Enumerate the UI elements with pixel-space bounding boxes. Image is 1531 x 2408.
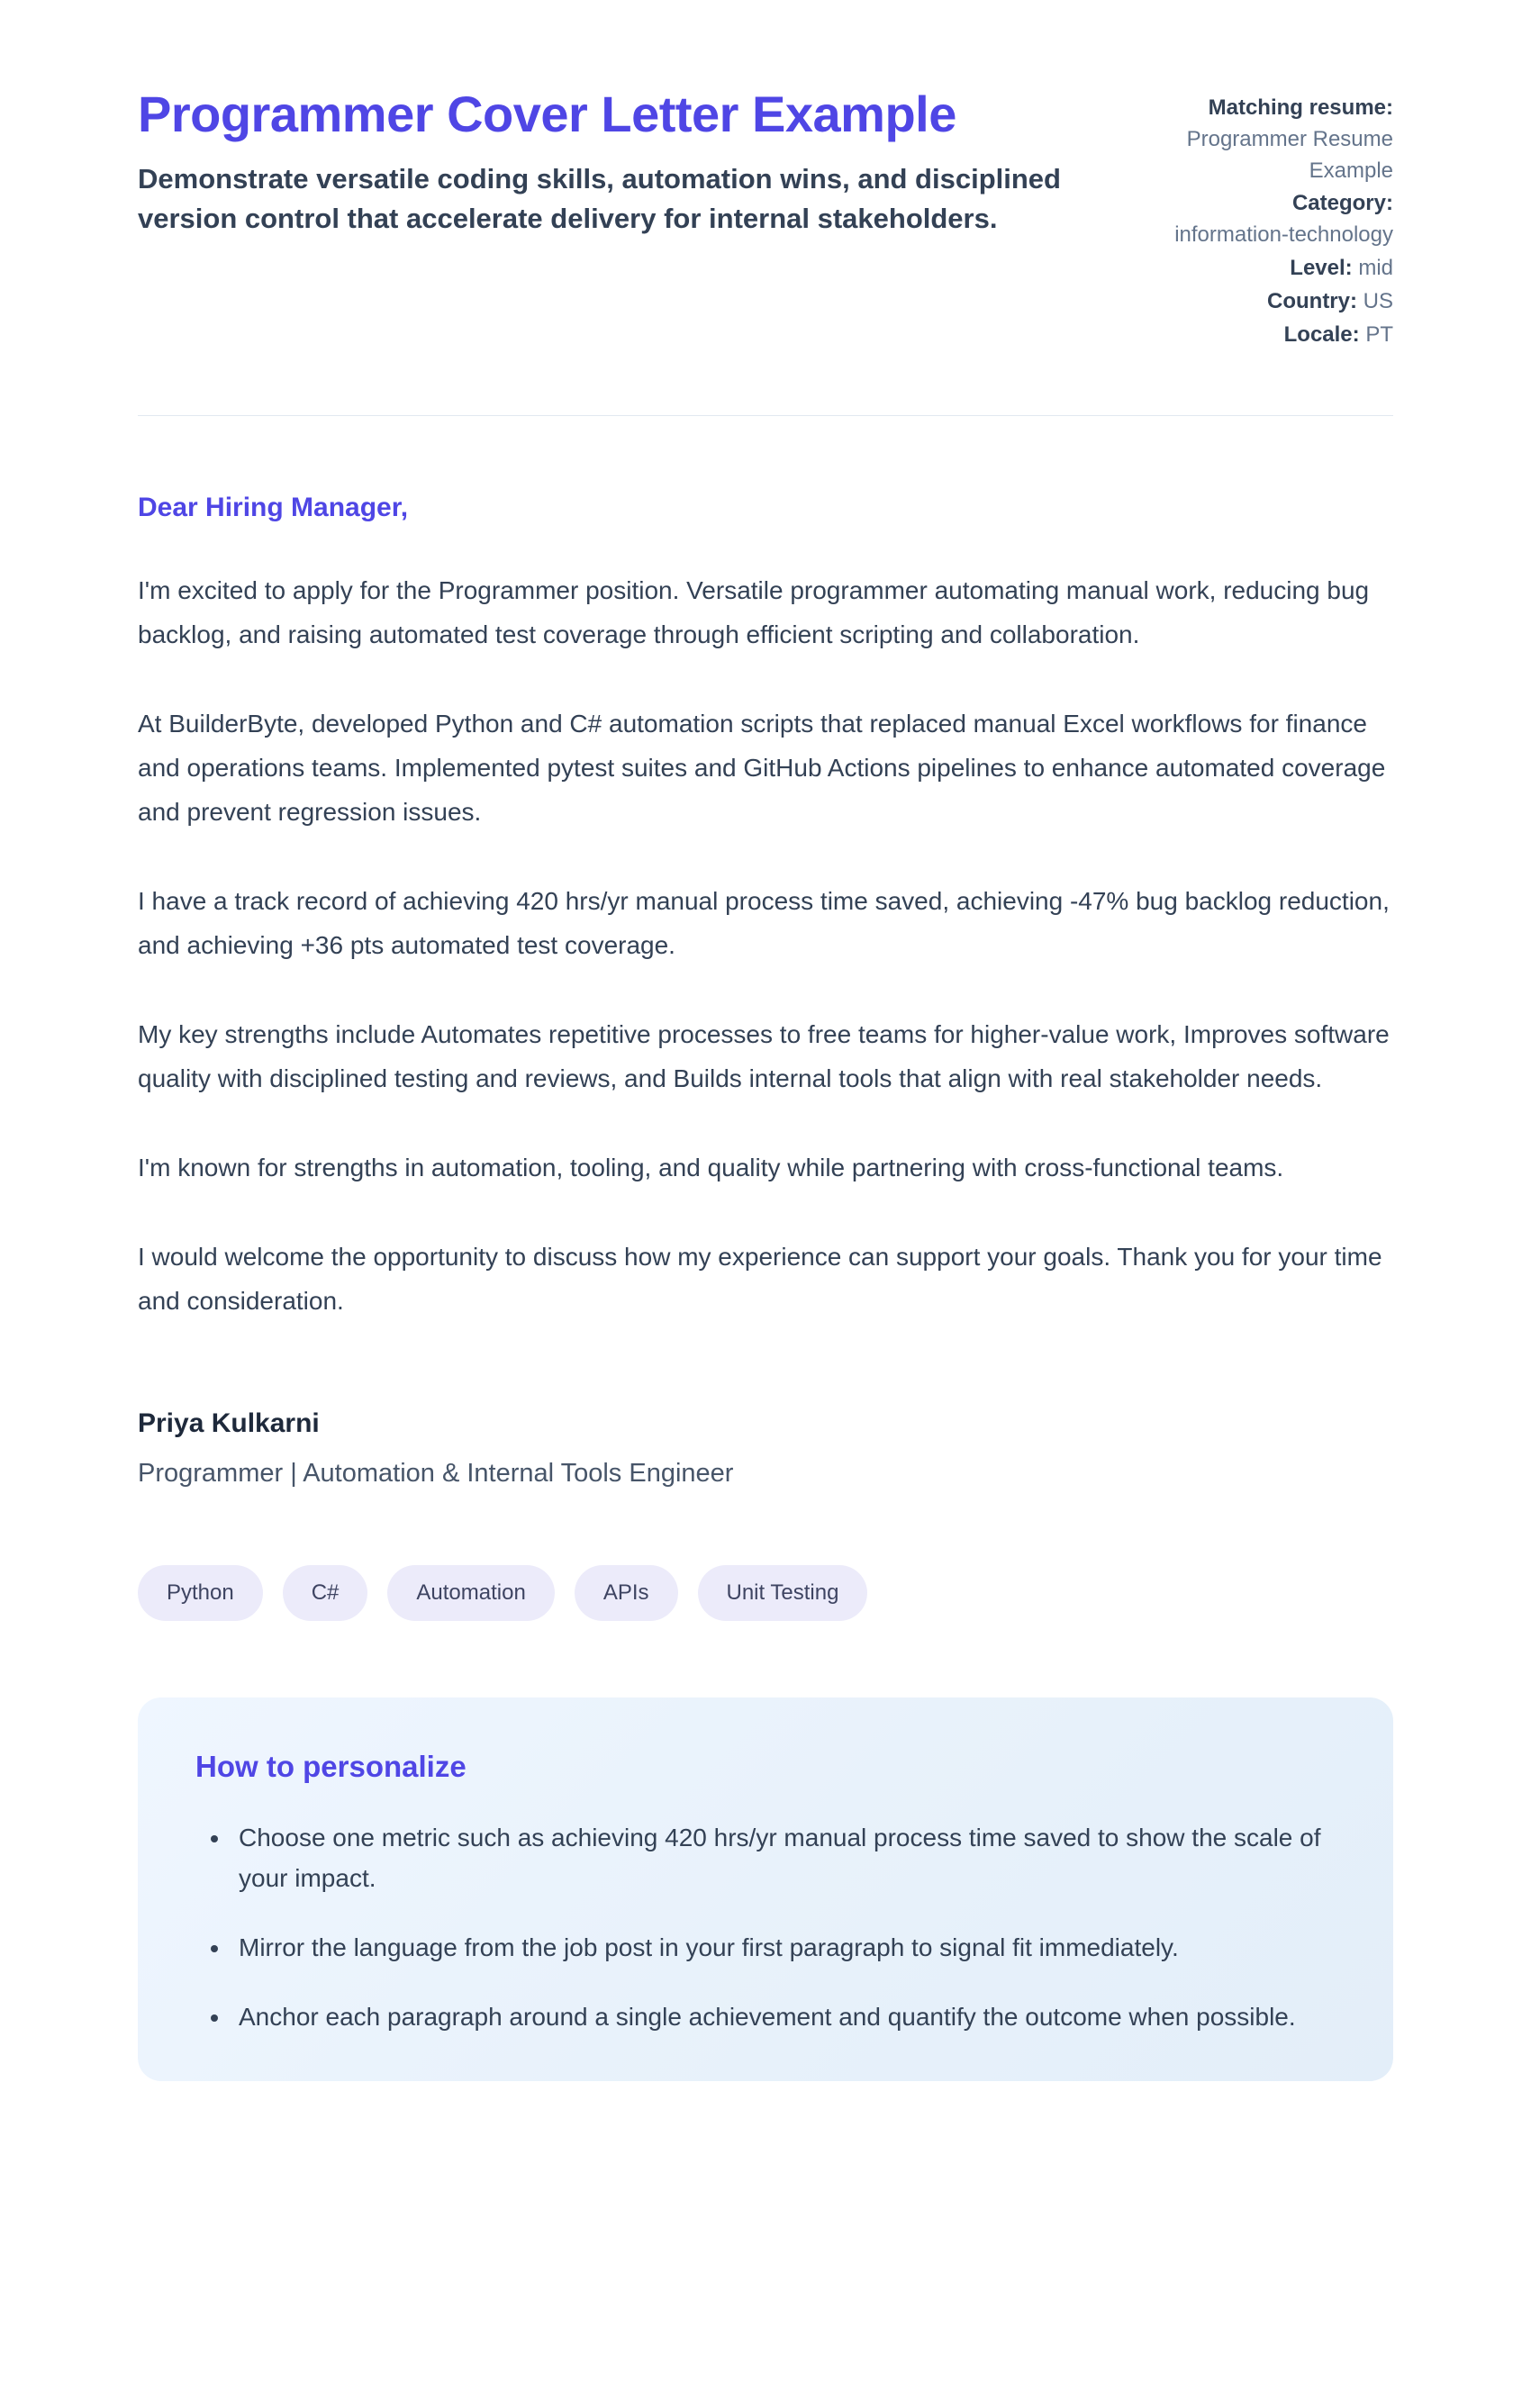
salutation: Dear Hiring Manager, <box>138 493 409 523</box>
page-title: Programmer Cover Letter Example <box>138 86 956 142</box>
meta-category <box>1173 188 1393 251</box>
page-header <box>138 86 1393 352</box>
meta-panel <box>1173 86 1393 352</box>
skill-tag-csharp: C# <box>283 1565 368 1621</box>
letter-paragraph-3: I have a track record of achieving 420 hrs/yr manual process time saved, achieving -47% bug backlog reduction, and achieving +36 pts automated test coverage. <box>138 887 1390 960</box>
header-divider <box>138 415 1393 416</box>
header-title-block <box>138 86 1119 238</box>
meta-value-country: US <box>1363 288 1393 313</box>
skill-tag-automation: Automation <box>387 1565 554 1621</box>
letter-paragraph-1: I'm excited to apply for the Programmer position. Versatile programmer automating manual work, reducing bug backlog, and raising automated test coverage through efficient scripting and collaboration. <box>138 576 1370 649</box>
meta-value-level: mid <box>1358 255 1393 280</box>
personalize-list <box>195 1818 1336 2037</box>
letter-paragraph-6: I would welcome the opportunity to discuss how my experience can support your goals. Thank you for your time and consideration. <box>138 1243 1382 1316</box>
letter-paragraph-4: My key strengths include Automates repetitive processes to free teams for higher-value work, Improves software quality with disciplined testing and reviews, and Builds internal tools that align with real stakeholder needs. <box>138 1020 1390 1093</box>
meta-locale <box>1173 320 1393 351</box>
letter-paragraph-2: At BuilderByte, developed Python and C# automation scripts that replaced manual Excel workflows for finance and operations teams. Implemented pytest suites and GitHub Actions pipelines to enhance automated coverage and prevent regression issues. <box>138 710 1386 827</box>
meta-level <box>1173 253 1393 285</box>
personalize-item-1: • Choose one metric such as achieving 420 hrs/yr manual process time saved to show the scale of your impact. <box>231 1818 1336 1899</box>
page-subtitle: Demonstrate versatile coding skills, automation wins, and disciplined version control that accelerate delivery for internal stakeholders. <box>138 163 1061 234</box>
meta-value-category: information-technology <box>1174 222 1393 248</box>
meta-label-locale: Locale: <box>1283 321 1360 347</box>
page-content <box>138 0 1393 2180</box>
skill-tag-unit-testing: Unit Testing <box>698 1565 868 1621</box>
personalize-item-2: • Mirror the language from the job post in your first paragraph to signal fit immediately. <box>231 1928 1336 1969</box>
meta-value-locale: PT <box>1365 321 1393 347</box>
meta-label-matching-resume: Matching resume: <box>1208 95 1393 120</box>
personalize-item-3: • Anchor each paragraph around a single achievement and quantify the outcome when possible. <box>231 1997 1336 2038</box>
signature-role: Programmer | Automation & Internal Tools Engineer <box>138 1459 734 1489</box>
meta-label-level: Level: <box>1290 255 1353 280</box>
signature-name: Priya Kulkarni <box>138 1408 320 1439</box>
skill-tag-python: Python <box>138 1565 263 1621</box>
skill-tags <box>138 1565 1393 1621</box>
letter-paragraph-5: I'm known for strengths in automation, tooling, and quality while partnering with cross-functional teams. <box>138 1154 1284 1182</box>
meta-label-country: Country: <box>1267 288 1357 313</box>
meta-country <box>1173 286 1393 318</box>
cover-letter-body <box>138 493 1393 1489</box>
meta-value-matching-resume: Programmer Resume Example <box>1186 126 1393 183</box>
personalize-box <box>138 1697 1393 2080</box>
meta-label-category: Category: <box>1291 191 1393 216</box>
personalize-title: How to personalize <box>195 1750 467 1784</box>
meta-matching-resume <box>1173 93 1393 186</box>
skill-tag-apis: APIs <box>575 1565 678 1621</box>
